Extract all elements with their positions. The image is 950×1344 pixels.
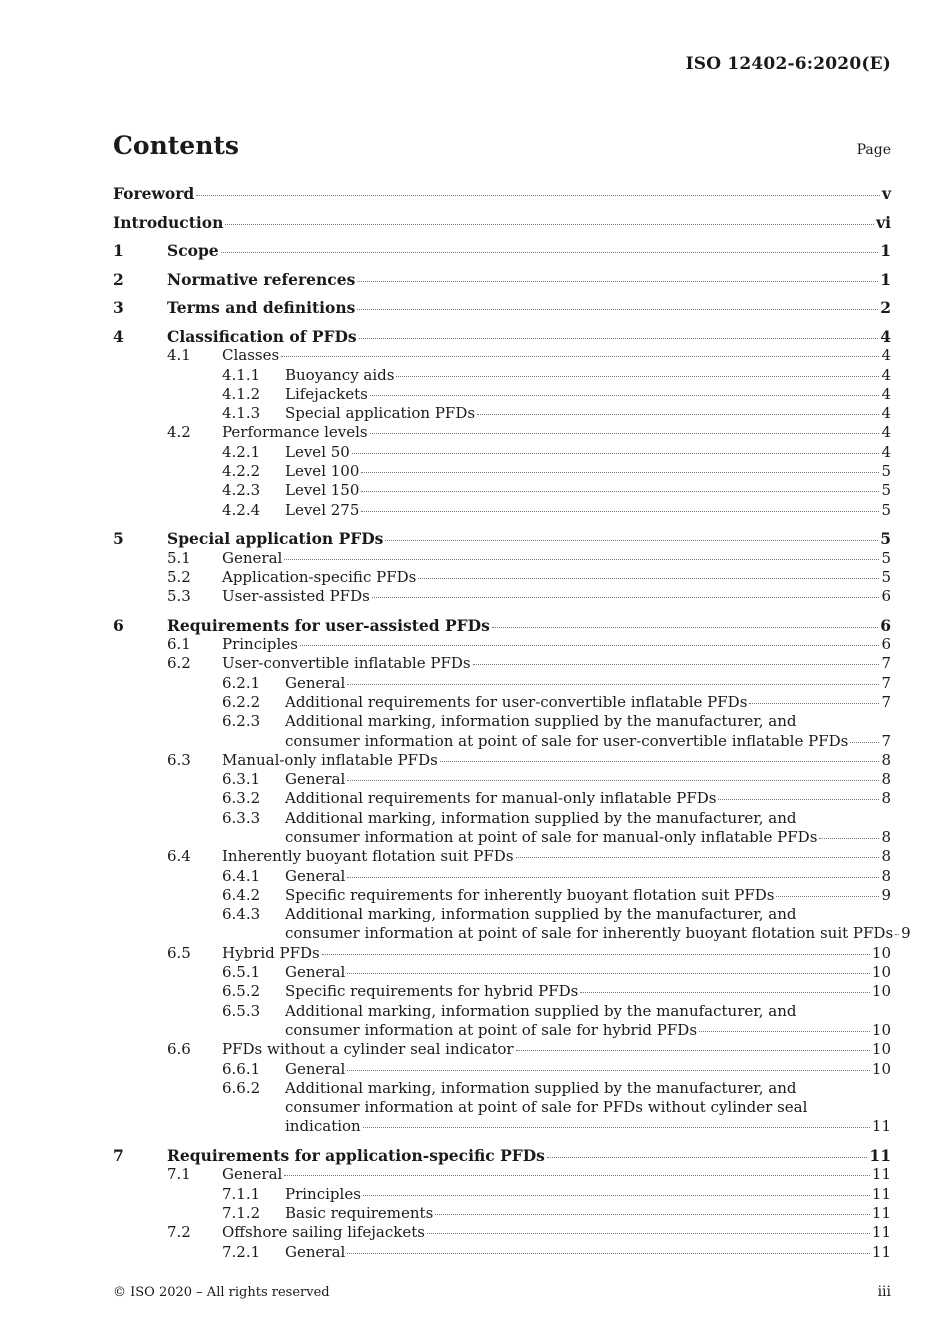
dot-leader <box>347 780 879 781</box>
toc-entry[interactable] <box>113 529 891 548</box>
dot-leader <box>221 252 879 253</box>
toc-entry-number: 6.4.3 <box>222 905 261 924</box>
toc-entry-page: 8 <box>881 789 891 808</box>
toc-entry-number: 6.3.3 <box>222 808 261 827</box>
toc-entry-leader <box>285 732 891 751</box>
toc-entry[interactable] <box>113 462 891 481</box>
toc-entry[interactable] <box>113 963 891 982</box>
toc-entry-number: 1 <box>113 241 124 261</box>
toc-entry-number: 4.2.4 <box>222 500 261 519</box>
toc-entry-leader <box>285 1021 891 1040</box>
toc-entry-leader <box>285 443 891 462</box>
toc-entry-page: 4 <box>880 326 891 346</box>
toc-entry-page: vi <box>876 212 891 232</box>
toc-entry-leader <box>285 924 911 943</box>
toc-entry-number: 3 <box>113 298 124 318</box>
dot-leader <box>776 896 879 897</box>
toc-entry-leader <box>222 346 891 365</box>
toc-entry[interactable] <box>113 443 891 462</box>
toc-entry-leader <box>285 963 891 982</box>
toc-entry-page: 4 <box>881 423 891 442</box>
toc-entry-page: 8 <box>881 866 891 885</box>
toc-entry-page: 8 <box>881 770 891 789</box>
dot-leader <box>699 1031 870 1032</box>
toc-entry-title: Buoyancy aids <box>285 365 395 384</box>
toc-entry[interactable] <box>113 1185 891 1204</box>
dot-leader <box>435 1214 870 1215</box>
toc-entry-leader <box>285 1185 891 1204</box>
toc-entry-page: 1 <box>880 269 891 289</box>
dot-leader <box>516 1050 870 1051</box>
toc-entry-title: consumer information at point of sale for inherently buoyant flotation suit PFDs <box>285 924 894 943</box>
toc-entry-final-line[interactable] <box>113 1117 891 1136</box>
toc-entry-page: 11 <box>871 1184 891 1203</box>
toc-entry[interactable] <box>113 886 891 905</box>
toc-entry-leader <box>167 241 891 260</box>
toc-entry-leader <box>222 1040 891 1059</box>
toc-entry-leader <box>222 568 891 587</box>
toc-entry-leader <box>222 751 891 770</box>
toc-entry-page: 9 <box>881 885 891 904</box>
toc-entry-page: 8 <box>881 847 891 866</box>
dot-leader <box>580 992 870 993</box>
toc-entry-text-line: Additional marking, information supplied by the manufacturer, and <box>285 712 797 731</box>
toc-entry-page: 1 <box>880 241 891 261</box>
toc-entry-page: 4 <box>881 346 891 365</box>
toc-entry-page: 10 <box>871 1059 891 1078</box>
toc-entry-leader <box>167 1146 891 1165</box>
toc-entry-leader <box>167 270 891 289</box>
toc-entry[interactable] <box>113 847 891 866</box>
toc-entry-leader <box>285 501 891 520</box>
toc-entry-leader <box>285 828 891 847</box>
toc-entry-leader <box>285 693 891 712</box>
toc-entry[interactable] <box>113 184 891 203</box>
toc-entry[interactable] <box>113 241 891 260</box>
toc-entry-page: 6 <box>881 587 891 606</box>
toc-entry-leader <box>285 770 891 789</box>
toc-entry-title: Additional requirements for user-convertible inflatable PFDs <box>285 692 748 711</box>
toc-entry-leader <box>285 404 891 423</box>
document-id: ISO 12402-6:2020(E) <box>685 54 891 74</box>
copyright-notice: © ISO 2020 – All rights reserved <box>113 1285 330 1300</box>
toc-entry-leader <box>222 549 891 568</box>
toc-entry-title: Special application PFDs <box>167 529 384 549</box>
toc-entry[interactable] <box>113 982 891 1001</box>
toc-entry-leader <box>167 298 891 317</box>
toc-entry[interactable] <box>113 346 891 365</box>
toc-entry-title: Classification of PFDs <box>167 326 357 346</box>
toc-entry-leader <box>285 886 891 905</box>
toc-entry[interactable] <box>113 366 891 385</box>
toc-entry[interactable] <box>113 1243 891 1262</box>
toc-entry-number: 4.1 <box>167 346 191 365</box>
toc-entry-number: 5.2 <box>167 567 191 586</box>
toc-entry-continuation <box>113 1098 891 1117</box>
toc-entry-number: 4.1.3 <box>222 404 261 423</box>
toc-entry-number: 7.1.2 <box>222 1203 261 1222</box>
toc-entry-page: 7 <box>881 731 891 750</box>
toc-entry-page: v <box>881 184 891 203</box>
toc-entry-page: 2 <box>880 298 891 318</box>
dot-leader <box>363 1127 870 1128</box>
dot-leader <box>895 934 899 935</box>
toc-entry-title: General <box>285 963 346 982</box>
toc-entry[interactable] <box>113 1165 891 1184</box>
toc-entry-page: 5 <box>881 481 891 500</box>
toc-entry-number: 4.2.1 <box>222 442 261 461</box>
toc-entry[interactable] <box>113 423 891 442</box>
toc-entry-leader <box>113 184 891 203</box>
toc-entry-title: Special application PFDs <box>285 404 476 423</box>
toc-entry-leader <box>285 481 891 500</box>
toc-entry-number: 6.1 <box>167 635 191 654</box>
toc-entry-page: 10 <box>871 1020 891 1039</box>
toc-entry-text-line: consumer information at point of sale for PFDs without cylinder seal <box>285 1098 808 1117</box>
toc-entry-number: 6.3.2 <box>222 789 261 808</box>
toc-entry-leader <box>222 654 891 673</box>
toc-entry-number: 7.2 <box>167 1223 191 1242</box>
toc-entry[interactable] <box>113 587 891 606</box>
toc-entry[interactable] <box>113 270 891 289</box>
toc-entry-title: Classes <box>222 346 280 365</box>
toc-entry[interactable] <box>113 635 891 654</box>
dot-leader <box>361 472 879 473</box>
toc-entry-page: 11 <box>869 1146 891 1166</box>
toc-entry-final-line[interactable] <box>113 924 911 943</box>
toc-entry-title: Terms and definitions <box>167 298 356 318</box>
dot-leader <box>361 511 879 512</box>
toc-entry-number: 6.2 <box>167 654 191 673</box>
dot-leader <box>359 338 879 339</box>
toc-entry-title: Foreword <box>113 184 195 203</box>
dot-leader <box>492 627 878 628</box>
toc-entry[interactable] <box>113 654 891 673</box>
toc-entry-title: General <box>222 548 283 567</box>
toc-entry-leader <box>222 847 891 866</box>
toc-entry-number: 6.3 <box>167 750 191 769</box>
toc-entry-number: 5.1 <box>167 548 191 567</box>
toc-entry-title: General <box>285 1059 346 1078</box>
toc-entry-page: 4 <box>881 365 891 384</box>
toc-entry-text-line: Additional marking, information supplied by the manufacturer, and <box>285 905 797 924</box>
toc-entry-title: Principles <box>285 1184 361 1203</box>
toc-entry[interactable] <box>113 298 891 317</box>
toc-entry-leader <box>285 867 891 886</box>
toc-entry-leader <box>222 635 891 654</box>
toc-entry-title: Scope <box>167 241 219 261</box>
toc-entry-title: Normative references <box>167 269 356 289</box>
toc-entry-title: consumer information at point of sale for hybrid PFDs <box>285 1020 698 1039</box>
toc-entry-page: 6 <box>880 615 891 635</box>
toc-entry-number: 5.3 <box>167 587 191 606</box>
toc-entry-number: 6 <box>113 615 124 635</box>
toc-entry[interactable] <box>113 481 891 500</box>
toc-entry-leader <box>222 1165 891 1184</box>
toc-entry-title: Specific requirements for inherently buoyant flotation suit PFDs <box>285 885 775 904</box>
dot-leader <box>516 857 880 858</box>
toc-entry[interactable] <box>113 327 891 346</box>
toc-entry-page: 5 <box>880 529 891 549</box>
toc-entry-leader <box>285 1060 891 1079</box>
toc-entry[interactable] <box>113 616 891 635</box>
dot-leader <box>357 309 878 310</box>
toc-entry-page: 8 <box>881 827 891 846</box>
toc-entry-number: 6.2.2 <box>222 692 261 711</box>
toc-entry[interactable] <box>113 1002 891 1021</box>
dot-leader <box>372 597 880 598</box>
toc-entry[interactable] <box>113 809 891 828</box>
toc-entry-title: Offshore sailing lifejackets <box>222 1223 425 1242</box>
toc-entry-title: consumer information at point of sale for user-convertible inflatable PFDs <box>285 731 849 750</box>
toc-entry-number: 6.5.3 <box>222 1001 261 1020</box>
dot-leader <box>284 1175 870 1176</box>
toc-entry-title: General <box>285 1242 346 1261</box>
dot-leader <box>361 491 879 492</box>
toc-entry-page: 9 <box>901 924 911 943</box>
dot-leader <box>363 1195 870 1196</box>
dot-leader <box>347 1070 870 1071</box>
toc-entry-number: 4.2 <box>167 423 191 442</box>
toc-entry[interactable] <box>113 1040 891 1059</box>
toc-entry-page: 10 <box>871 963 891 982</box>
toc-entry-final-line[interactable] <box>113 1021 891 1040</box>
toc-entry-number: 7.1.1 <box>222 1184 261 1203</box>
toc-entry[interactable] <box>113 751 891 770</box>
toc-entry-number: 7 <box>113 1146 124 1166</box>
table-of-contents <box>113 184 911 1262</box>
toc-entry[interactable] <box>113 404 891 423</box>
toc-entry-page: 7 <box>881 673 891 692</box>
toc-entry-page: 5 <box>881 548 891 567</box>
toc-entry-title: Manual-only inflatable PFDs <box>222 750 438 769</box>
toc-entry-title: Level 100 <box>285 462 360 481</box>
toc-entry-page: 7 <box>881 692 891 711</box>
toc-entry-title: indication <box>285 1117 361 1136</box>
toc-entry-page: 10 <box>871 982 891 1001</box>
toc-entry-number: 4.2.3 <box>222 481 261 500</box>
dot-leader <box>370 395 880 396</box>
dot-leader <box>196 195 880 196</box>
toc-entry[interactable] <box>113 213 891 232</box>
toc-entry[interactable] <box>113 501 891 520</box>
dot-leader <box>850 742 879 743</box>
toc-entry[interactable] <box>113 385 891 404</box>
toc-entry-title: Additional requirements for manual-only inflatable PFDs <box>285 789 717 808</box>
toc-entry[interactable] <box>113 1060 891 1079</box>
toc-entry-leader <box>285 982 891 1001</box>
toc-entry[interactable] <box>113 867 891 886</box>
toc-entry-leader <box>113 213 891 232</box>
toc-entry[interactable] <box>113 1223 891 1242</box>
toc-entry-leader <box>285 1117 891 1136</box>
toc-entry-title: Inherently buoyant flotation suit PFDs <box>222 847 514 866</box>
toc-entry-title: Specific requirements for hybrid PFDs <box>285 982 579 1001</box>
toc-entry[interactable] <box>113 1146 891 1165</box>
toc-entry-page: 11 <box>871 1165 891 1184</box>
toc-entry-page: 4 <box>881 442 891 461</box>
toc-entry-number: 6.2.3 <box>222 712 261 731</box>
toc-entry-page: 4 <box>881 404 891 423</box>
dot-leader <box>347 684 879 685</box>
toc-entry-page: 5 <box>881 462 891 481</box>
toc-entry-final-line[interactable] <box>113 732 891 751</box>
toc-entry-page: 11 <box>871 1242 891 1261</box>
toc-entry-title: Performance levels <box>222 423 368 442</box>
page-title: Contents <box>113 131 240 160</box>
toc-entry[interactable] <box>113 674 891 693</box>
dot-leader <box>352 453 880 454</box>
toc-entry-number: 6.2.1 <box>222 673 261 692</box>
toc-entry-title: Requirements for application-specific PFDs <box>167 1146 545 1166</box>
toc-entry[interactable] <box>113 712 891 731</box>
dot-leader <box>300 645 880 646</box>
toc-entry-title: Hybrid PFDs <box>222 943 320 962</box>
toc-entry-number: 6.5 <box>167 943 191 962</box>
toc-entry-title: General <box>285 673 346 692</box>
dot-leader <box>284 559 879 560</box>
toc-entry[interactable] <box>113 693 891 712</box>
dot-leader <box>749 703 879 704</box>
toc-entry-number: 5 <box>113 529 124 549</box>
page-number: iii <box>877 1284 891 1300</box>
toc-entry-text-line: Additional marking, information supplied by the manufacturer, and <box>285 1078 797 1097</box>
toc-entry-number: 6.5.2 <box>222 982 261 1001</box>
toc-entry[interactable] <box>113 1079 891 1098</box>
dot-leader <box>718 799 879 800</box>
toc-entry-number: 6.4.1 <box>222 866 261 885</box>
dot-leader <box>370 433 880 434</box>
toc-entry-leader <box>285 366 891 385</box>
toc-entry-number: 2 <box>113 269 124 289</box>
toc-entry-leader <box>285 789 891 808</box>
toc-entry[interactable] <box>113 549 891 568</box>
toc-entry-page: 11 <box>871 1203 891 1222</box>
toc-entry-text-line: Additional marking, information supplied by the manufacturer, and <box>285 1001 797 1020</box>
toc-entry-page: 4 <box>881 384 891 403</box>
toc-entry[interactable] <box>113 944 891 963</box>
dot-leader <box>418 578 879 579</box>
toc-entry-title: Introduction <box>113 212 224 232</box>
toc-entry-text-line: Additional marking, information supplied by the manufacturer, and <box>285 808 797 827</box>
toc-entry-title: General <box>285 866 346 885</box>
toc-entry-leader <box>285 1204 891 1223</box>
toc-entry-leader <box>222 944 891 963</box>
dot-leader <box>347 1253 870 1254</box>
dot-leader <box>385 540 878 541</box>
toc-entry-page: 5 <box>881 500 891 519</box>
toc-entry-number: 6.4 <box>167 847 191 866</box>
toc-entry-title: Basic requirements <box>285 1203 434 1222</box>
toc-entry-leader <box>285 385 891 404</box>
dot-leader <box>396 376 879 377</box>
toc-entry-title: Level 150 <box>285 481 360 500</box>
toc-entry-number: 4.1.2 <box>222 384 261 403</box>
toc-entry-title: General <box>285 770 346 789</box>
toc-entry-number: 4.1.1 <box>222 365 261 384</box>
toc-entry-number: 7.1 <box>167 1165 191 1184</box>
dot-leader <box>347 877 879 878</box>
dot-leader <box>357 281 878 282</box>
toc-entry-page: 10 <box>871 1040 891 1059</box>
toc-entry-title: User-convertible inflatable PFDs <box>222 654 471 673</box>
toc-entry-leader <box>285 1243 891 1262</box>
toc-entry-leader <box>285 674 891 693</box>
toc-entry[interactable] <box>113 770 891 789</box>
toc-entry-number: 4.2.2 <box>222 462 261 481</box>
toc-entry-number: 6.3.1 <box>222 770 261 789</box>
toc-entry-title: Level 275 <box>285 500 360 519</box>
toc-entry-leader <box>222 587 891 606</box>
toc-entry[interactable] <box>113 568 891 587</box>
toc-entry-title: Lifejackets <box>285 384 368 403</box>
dot-leader <box>347 973 870 974</box>
toc-entry-leader <box>222 423 891 442</box>
dot-leader <box>427 1233 870 1234</box>
toc-entry-page: 11 <box>871 1223 891 1242</box>
dot-leader <box>473 664 880 665</box>
dot-leader <box>281 356 879 357</box>
toc-entry-number: 4 <box>113 326 124 346</box>
dot-leader <box>322 954 870 955</box>
toc-entry-leader <box>167 327 891 346</box>
toc-entry-title: Requirements for user-assisted PFDs <box>167 615 490 635</box>
toc-entry-final-line[interactable] <box>113 828 891 847</box>
toc-entry[interactable] <box>113 789 891 808</box>
toc-entry-page: 8 <box>881 750 891 769</box>
page-column-label: Page <box>856 142 891 158</box>
toc-entry-number: 6.6.2 <box>222 1078 261 1097</box>
dot-leader <box>819 838 879 839</box>
toc-entry-number: 6.5.1 <box>222 963 261 982</box>
toc-entry-leader <box>222 1223 891 1242</box>
toc-entry-title: Principles <box>222 635 298 654</box>
toc-entry-title: Application-specific PFDs <box>222 567 417 586</box>
toc-entry-page: 7 <box>881 654 891 673</box>
toc-entry-number: 6.4.2 <box>222 885 261 904</box>
toc-entry[interactable] <box>113 1204 891 1223</box>
toc-entry-number: 6.6.1 <box>222 1059 261 1078</box>
toc-entry-title: PFDs without a cylinder seal indicator <box>222 1040 514 1059</box>
toc-entry-title: consumer information at point of sale for manual-only inflatable PFDs <box>285 827 818 846</box>
dot-leader <box>225 224 874 225</box>
dot-leader <box>477 414 879 415</box>
toc-entry-leader <box>167 616 891 635</box>
dot-leader <box>440 761 880 762</box>
toc-entry-title: General <box>222 1165 283 1184</box>
toc-entry[interactable] <box>113 905 891 924</box>
toc-entry-number: 6.6 <box>167 1040 191 1059</box>
toc-entry-title: User-assisted PFDs <box>222 587 370 606</box>
toc-entry-leader <box>167 529 891 548</box>
toc-entry-page: 10 <box>871 943 891 962</box>
dot-leader <box>547 1157 868 1158</box>
toc-entry-page: 11 <box>871 1117 891 1136</box>
toc-entry-title: Level 50 <box>285 442 350 461</box>
toc-entry-number: 7.2.1 <box>222 1242 261 1261</box>
toc-entry-page: 5 <box>881 567 891 586</box>
toc-entry-page: 6 <box>881 635 891 654</box>
toc-entry-leader <box>285 462 891 481</box>
